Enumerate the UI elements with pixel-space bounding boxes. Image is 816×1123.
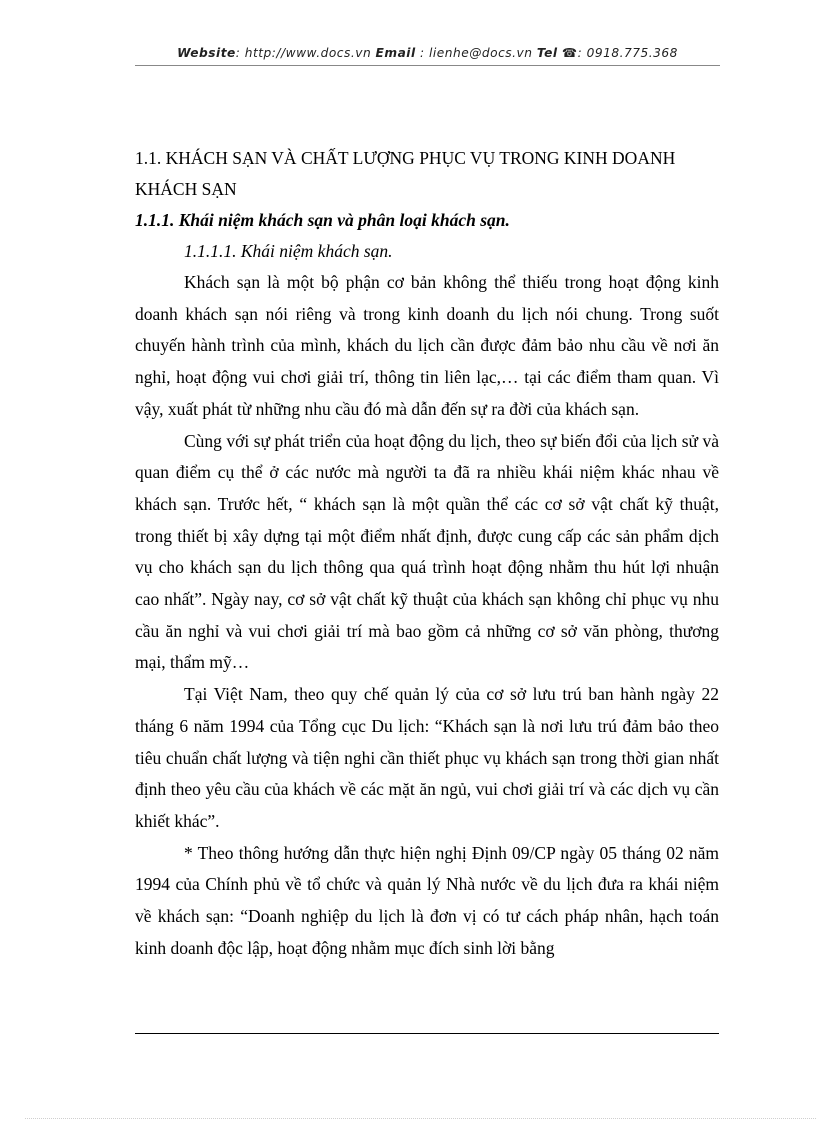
paragraph: Cùng với sự phát triển của hoạt động du lịch, theo sự biến đổi của lịch sử và quan điểm cụ thể ở các nước mà người ta đã ra nhiều khái niệm khác nhau về khách sạn. Trước hết, “ khách sạn là một quần thể các cơ sở vật chất kỹ thuật, trong thiết bị xây dựng tại một điểm nhất định, được cung cấp các sản phẩm dịch vụ cho khách sạn du lịch thông qua quá trình hoạt động nhằm thu hút lợi nhuận cao nhất”. Ngày nay, cơ sở vật chất kỹ thuật của khách sạn không chỉ phục vụ nhu cầu ăn nghỉ và vui chơi giải trí mà bao gồm cả những cơ sở văn phòng, thương mại, thẩm mỹ… xyxy=(135,430,719,673)
footer-divider xyxy=(135,1033,719,1034)
website-url[interactable]: : http://www.docs.vn xyxy=(235,46,376,60)
page-bottom-border xyxy=(25,1118,816,1119)
header-divider xyxy=(135,65,720,66)
email-address[interactable]: : lienhe@docs.vn xyxy=(415,46,537,60)
section-title: 1.1. KHÁCH SẠN VÀ CHẤT LƯỢNG PHỤC VỤ TRONG KINH DOANH KHÁCH SẠN xyxy=(135,148,676,199)
tel-label: Tel xyxy=(536,46,558,60)
phone-icon: ☎ xyxy=(561,46,578,60)
email-label: Email xyxy=(375,46,416,60)
paragraph: Khách sạn là một bộ phận cơ bản không thể thiếu trong hoạt động kinh doanh khách sạn nói riêng và trong kinh doanh du lịch nói chung. Trong suốt chuyến hành trình của mình, khách du lịch cần được đảm bảo nhu cầu về nơi ăn nghỉ, hoạt động vui chơi giải trí, thông tin liên lạc,… tại các điểm tham quan. Vì vậy, xuất phát từ những nhu cầu đó mà dẫn đến sự ra đời của khách sạn. xyxy=(135,272,719,419)
tel-number: : 0918.775.368 xyxy=(577,46,678,60)
paragraph: Tại Việt Nam, theo quy chế quản lý của cơ sở lưu trú ban hành ngày 22 tháng 6 năm 1994 của Tổng cục Du lịch: “Khách sạn là nơi lưu trú đảm bảo theo tiêu chuẩn chất lượng và tiện nghi cần thiết phục vụ khách sạn trong thời gian nhất định theo yêu cầu của khách về các mặt ăn ngủ, vui chơi giải trí và các dịch vụ cần khiết khác”. xyxy=(135,684,719,831)
paragraph: * Theo thông hướng dẫn thực hiện nghị Định 09/CP ngày 05 tháng 02 năm 1994 của Chính phủ về tổ chức và quản lý Nhà nước về du lịch đưa ra khái niệm về khách sạn: “Doanh nghiệp du lịch là đơn vị có tư cách pháp nhân, hạch toán kinh doanh độc lập, hoạt động nhằm mục đích sinh lời bằng xyxy=(135,842,719,958)
page-header xyxy=(135,46,720,60)
subsection-title: 1.1.1. Khái niệm khách sạn và phân loại khách sạn. xyxy=(135,210,510,230)
subsubsection-title: 1.1.1.1. Khái niệm khách sạn. xyxy=(184,241,393,261)
website-label: Website xyxy=(177,46,236,60)
document-body xyxy=(135,143,719,964)
